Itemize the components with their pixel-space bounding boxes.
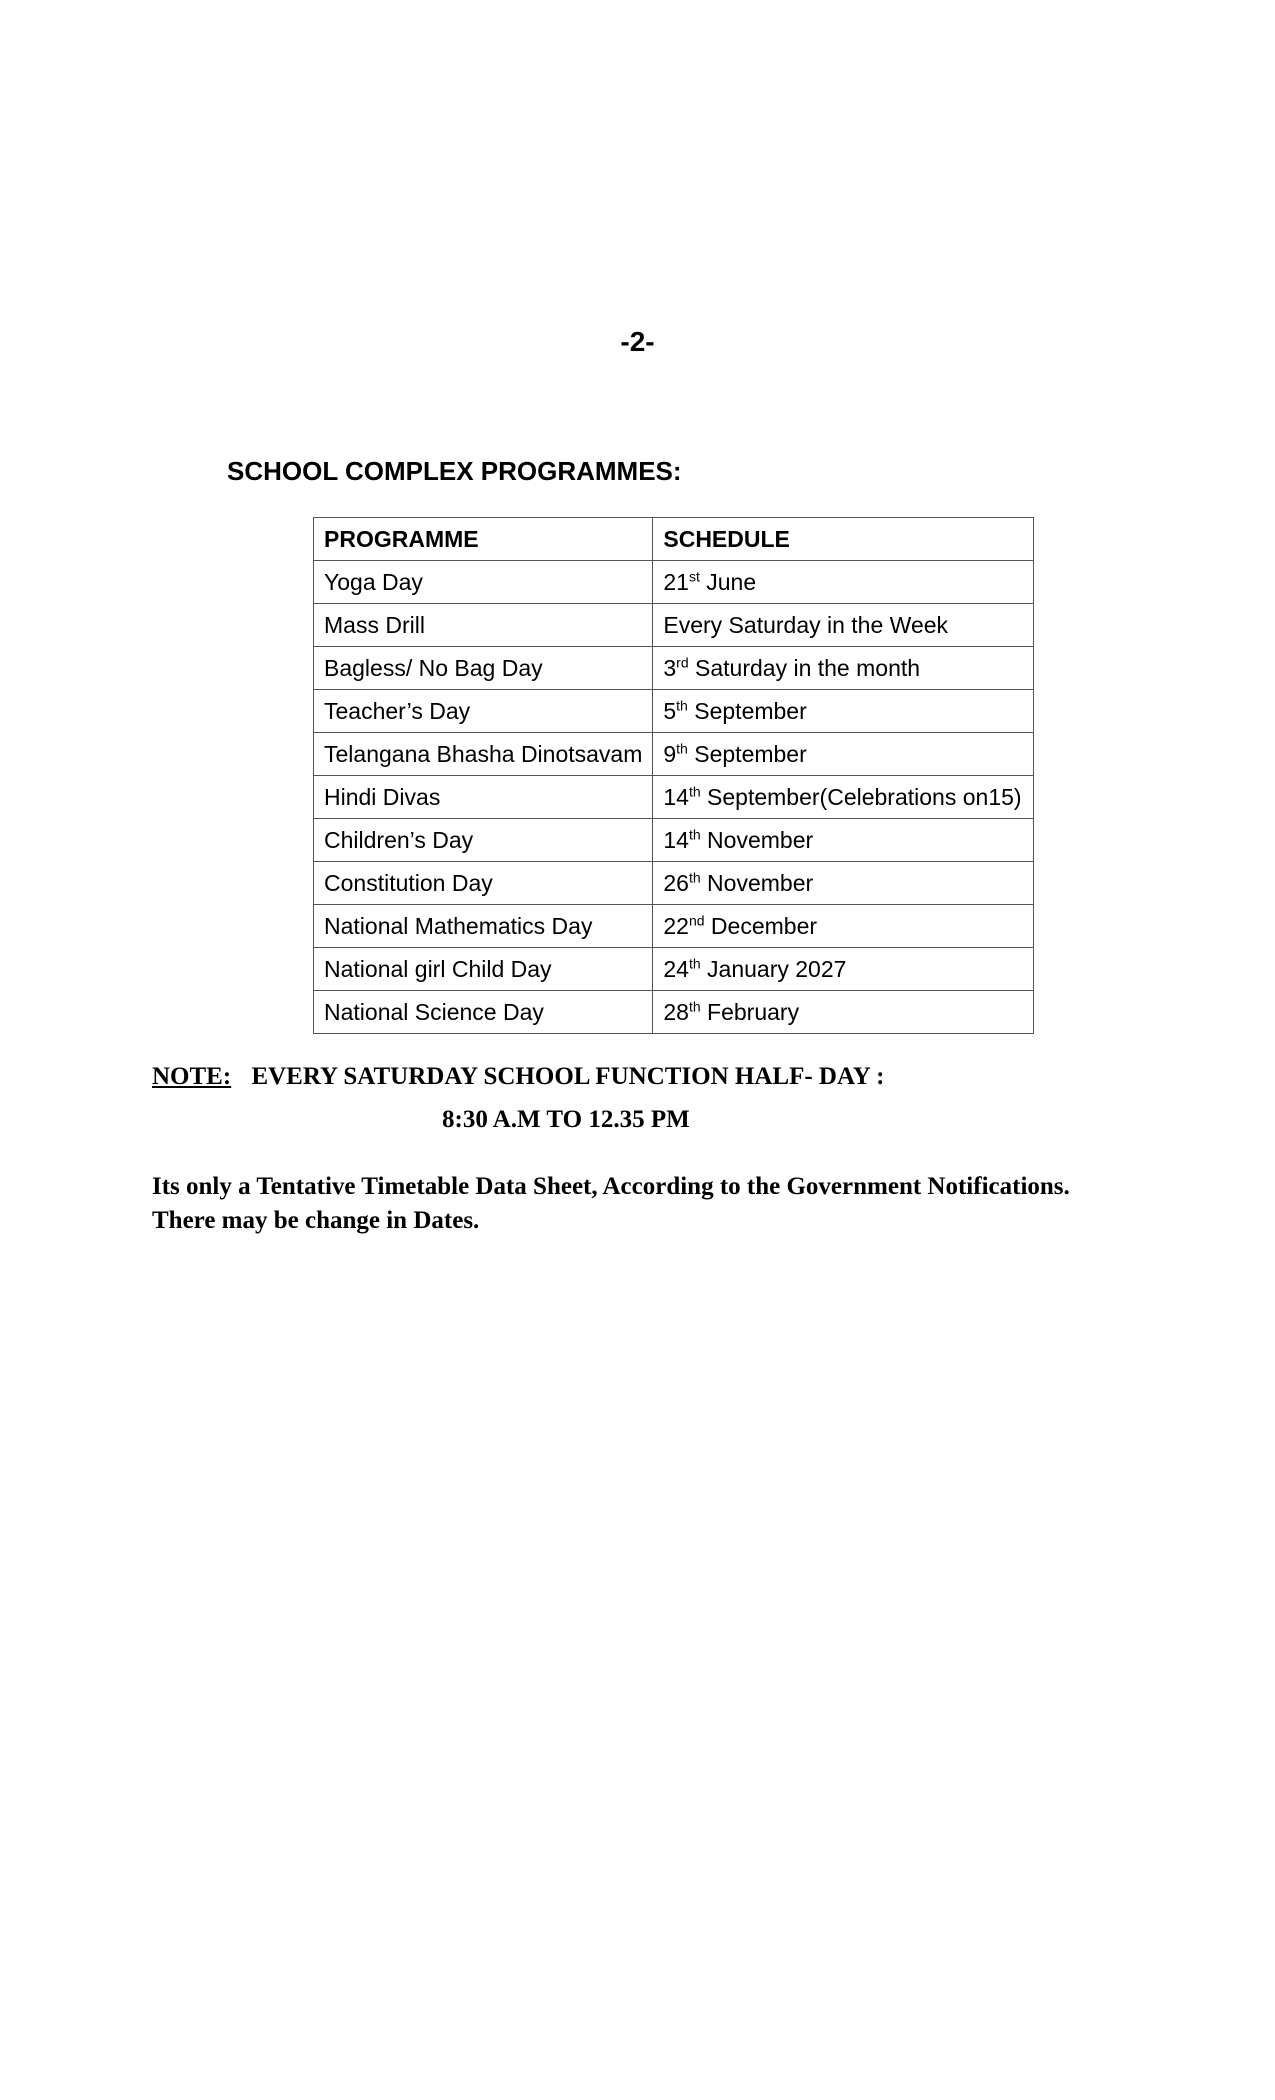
schedule-ordinal-suffix: th — [688, 825, 701, 842]
programme-cell: Constitution Day — [314, 862, 653, 905]
note-text: EVERY SATURDAY SCHOOL FUNCTION HALF- DAY : — [251, 1063, 885, 1090]
schedule-text: Every Saturday in the Week — [663, 611, 949, 638]
programme-cell: Hindi Divas — [314, 776, 653, 819]
programme-cell: Children’s Day — [314, 819, 653, 862]
schedule-cell — [653, 862, 1034, 905]
schedule-cell — [653, 905, 1034, 948]
table-row — [314, 561, 1034, 604]
table-row — [314, 862, 1034, 905]
programme-cell: Mass Drill — [314, 604, 653, 647]
schedule-ordinal-suffix: th — [676, 739, 688, 756]
schedule-text: September(Celebrations on15) — [700, 783, 1022, 810]
disclaimer — [152, 1170, 1152, 1238]
schedule-day-number: 21 — [663, 568, 689, 595]
schedule-day-number: 14 — [663, 783, 689, 810]
schedule-cell — [653, 819, 1034, 862]
schedule-ordinal-suffix: th — [688, 782, 701, 799]
schedule-ordinal-suffix: st — [688, 567, 700, 584]
schedule-ordinal-suffix: nd — [688, 911, 705, 928]
schedule-text: June — [699, 568, 757, 595]
section-heading: SCHOOL COMPLEX PROGRAMMES: — [227, 456, 682, 486]
table-row — [314, 690, 1034, 733]
table-row — [314, 733, 1034, 776]
programme-cell: National girl Child Day — [314, 948, 653, 991]
schedule-day-number: 28 — [663, 998, 689, 1025]
schedule-ordinal-suffix: th — [688, 954, 701, 971]
schedule-day-number: 26 — [663, 869, 689, 896]
schedule-day-number: 14 — [663, 826, 689, 853]
schedule-day-number: 5 — [663, 697, 677, 724]
schedule-cell — [653, 776, 1034, 819]
table-row — [314, 819, 1034, 862]
schedule-ordinal-suffix: th — [676, 696, 688, 713]
schedule-day-number: 22 — [663, 912, 689, 939]
disclaimer-line-2: There may be change in Dates. — [152, 1207, 480, 1234]
programme-cell: Teacher’s Day — [314, 690, 653, 733]
schedule-text: November — [700, 869, 814, 896]
note-line — [152, 1063, 884, 1091]
column-header-schedule: SCHEDULE — [653, 518, 1034, 561]
programme-schedule-table — [313, 517, 1034, 1034]
programme-cell: National Mathematics Day — [314, 905, 653, 948]
schedule-cell — [653, 647, 1034, 690]
schedule-ordinal-suffix: rd — [676, 653, 689, 670]
programme-cell: Telangana Bhasha Dinotsavam — [314, 733, 653, 776]
schedule-ordinal-suffix: th — [688, 868, 701, 885]
table-row — [314, 905, 1034, 948]
programme-cell: Bagless/ No Bag Day — [314, 647, 653, 690]
schedule-text: December — [704, 912, 818, 939]
schedule-text: January 2027 — [700, 955, 847, 982]
schedule-text: November — [700, 826, 814, 853]
note-time: 8:30 A.M TO 12.35 PM — [442, 1106, 690, 1133]
table-row — [314, 647, 1034, 690]
table-row — [314, 604, 1034, 647]
schedule-day-number: 9 — [663, 740, 677, 767]
page-number: -2- — [620, 326, 655, 357]
programme-cell: Yoga Day — [314, 561, 653, 604]
column-header-programme: PROGRAMME — [314, 518, 653, 561]
schedule-text: September — [687, 697, 807, 724]
table-row — [314, 991, 1034, 1034]
schedule-cell — [653, 733, 1034, 776]
schedule-day-number: 24 — [663, 955, 689, 982]
schedule-cell — [653, 690, 1034, 733]
schedule-cell — [653, 604, 1034, 647]
schedule-cell — [653, 991, 1034, 1034]
table-row — [314, 948, 1034, 991]
table-header-row — [314, 518, 1034, 561]
note-label: NOTE: — [152, 1063, 232, 1090]
table-body — [314, 561, 1034, 1034]
schedule-text: February — [700, 998, 800, 1025]
programme-cell: National Science Day — [314, 991, 653, 1034]
schedule-day-number: 3 — [663, 654, 677, 681]
schedule-text: September — [687, 740, 807, 767]
table-row — [314, 776, 1034, 819]
schedule-ordinal-suffix: th — [688, 997, 701, 1014]
schedule-cell — [653, 948, 1034, 991]
disclaimer-line-1: Its only a Tentative Timetable Data Sheet, According to the Government Notifications. — [152, 1173, 1070, 1200]
schedule-cell — [653, 561, 1034, 604]
schedule-text: Saturday in the month — [688, 654, 921, 681]
